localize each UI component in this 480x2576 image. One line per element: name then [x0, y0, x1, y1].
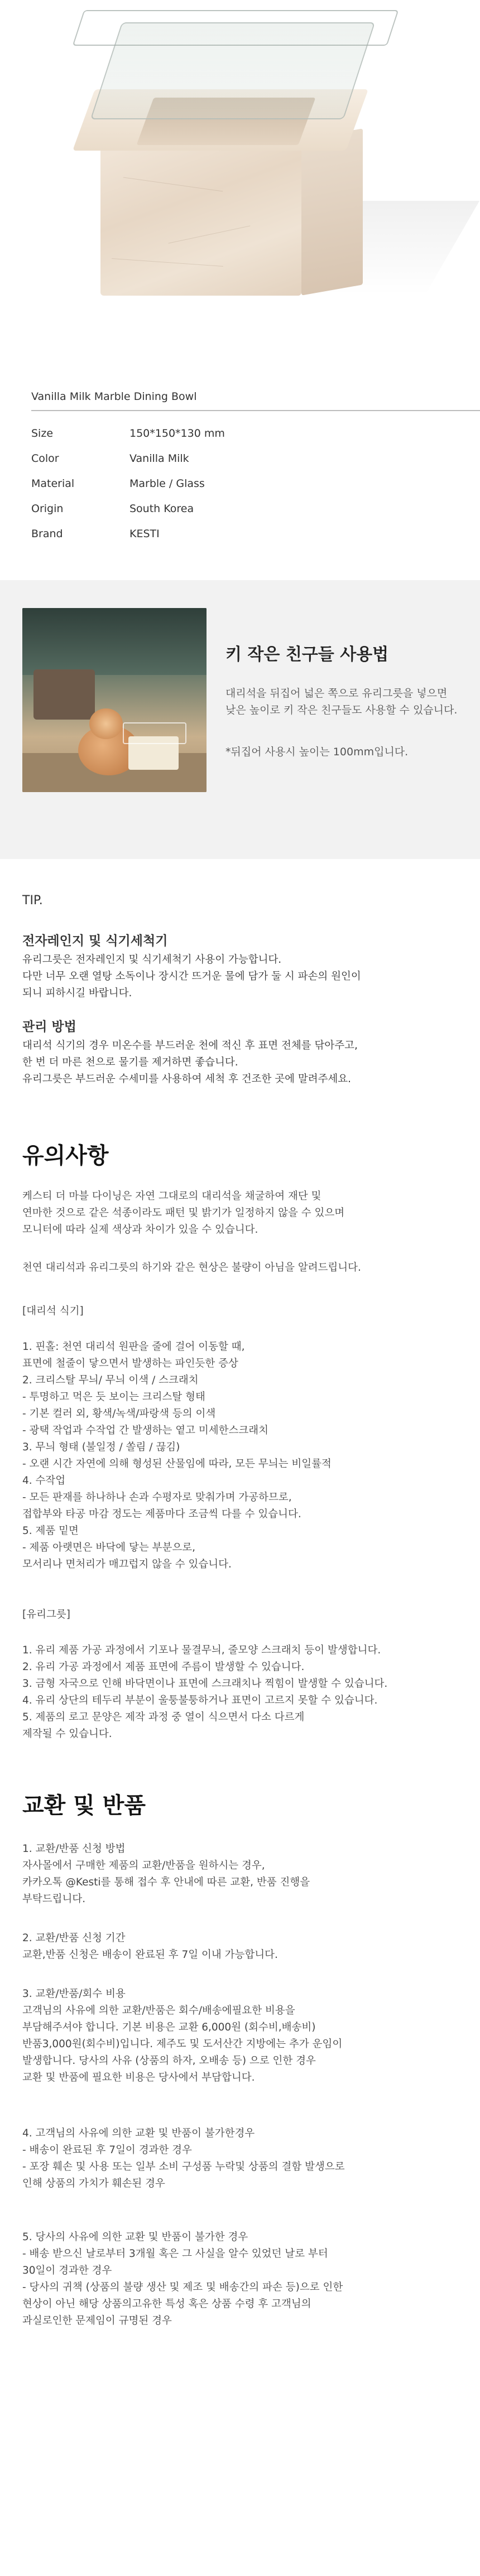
product-name: Vanilla Milk Marble Dining Bowl	[31, 390, 197, 403]
marble-label: [대리석 식기]	[22, 1305, 84, 1317]
spec-value: South Korea	[129, 503, 194, 515]
photo-window	[22, 608, 207, 675]
spec-key: Brand	[31, 528, 63, 540]
spec-value: 150*150*130 mm	[129, 427, 225, 440]
spec-row-origin	[31, 503, 194, 515]
spec-key: Material	[31, 477, 75, 490]
precautions-intro2: 천연 대리석과 유리그릇의 하기와 같은 현상은 불량이 아님을 알려드립니다.	[22, 1262, 361, 1273]
marble-block-front	[100, 139, 301, 296]
precautions-title: 유의사항	[22, 1143, 109, 1169]
spec-value: Marble / Glass	[129, 477, 205, 490]
spec-row-brand	[31, 528, 160, 540]
exchange-p4: 4. 고객님의 사유에 의한 교환 및 반품이 불가한경우 - 배송이 완료된 후 7일이 경과한 경우 - 포장 훼손 및 사용 또는 일부 소비 구성품 누락및 상품의 결함 발생으로 인해 상품의 가치가 훼손된 경우	[22, 2128, 345, 2189]
spec-key: Color	[31, 452, 59, 465]
marble-block-side	[301, 128, 363, 295]
small-friend-note: *뒤집어 사용시 높이는 100mm입니다.	[225, 746, 409, 758]
exchange-p2: 2. 교환/반품 신청 기간 교환,반품 신청은 배송이 완료된 후 7일 이내 가능합니다.	[22, 1932, 278, 1961]
tip-line: 대리석 식기의 경우 미온수를 부드러운 천에 적신 후 표면 전체를 닦아주고,	[22, 1040, 358, 1051]
spec-divider	[31, 410, 480, 411]
spec-row-color	[31, 452, 189, 465]
glass-label: [유리그릇]	[22, 1609, 70, 1620]
glass-bowl-rim	[73, 10, 399, 46]
spec-row-material	[31, 477, 205, 490]
cat-usage-photo	[22, 608, 207, 792]
tip-heading-care: 관리 방법	[22, 1020, 76, 1034]
photo-bowl-glass	[123, 722, 186, 744]
tip-label: TIP.	[22, 894, 43, 908]
tip-heading-microwave: 전자레인지 및 식기세척기	[22, 934, 168, 948]
exchange-p3: 3. 교환/반품/회수 비용 고객님의 사유에 의한 교환/반품은 회수/배송에필요한 비용을 부담해주셔야 합니다. 기본 비용은 교환 6,000원 (회수비,배송비) 반품3,000원(회수비)입니다. 제주도 및 도서산간 지방에는 추가 운임이 발생합니다. 당사의 사유 (상품의 하자, 오배송 등) 으로 인한 경우 교환 및 반품에 필요한 비용은 당사에서 부담합니다.	[22, 1988, 343, 2083]
spec-row-size	[31, 427, 225, 440]
small-friend-title: 키 작은 친구들 사용법	[225, 645, 389, 664]
tip-line: 다만 너무 오랜 열탕 소독이나 장시간 뜨거운 물에 담가 둘 시 파손의 원인이	[22, 971, 361, 982]
tip-line: 유리그릇은 전자레인지 및 식기세척기 사용이 가능합니다.	[22, 954, 282, 966]
exchange-p5: 5. 당사의 사유에 의한 교환 및 반품이 불가한 경우 - 배송 받으신 날로부터 3개월 혹은 그 사실을 알수 있었던 날로 부터 30일이 경과한 경우 - 당사의 귀책 (상품의 불량 생산 및 제조 및 배송간의 파손 등)으로 인한 현상이 아닌 해당 상품의고유한 특성 혹은 상품 수령 후 고객님의 과실로인한 문제임이 규명된 경우	[22, 2231, 343, 2327]
product-hero-image	[0, 0, 480, 346]
small-friend-body: 대리석을 뒤집어 넓은 쪽으로 유리그릇을 넣으면 낮은 높이로 키 작은 친구들도 사용할 수 있습니다.	[225, 687, 458, 716]
spec-value: Vanilla Milk	[129, 452, 189, 465]
glass-items: 1. 유리 제품 가공 과정에서 기포나 물결무늬, 줄모양 스크래치 등이 발생합니다. 2. 유리 가공 과정에서 제품 표면에 주름이 발생할 수 있습니다. 3. 금형 자국으로 인해 바닥면이나 표면에 스크래치나 찍힘이 발생할 수 있습니다. 4. 유리 상단의 테두리 부분이 울퉁불퉁하거나 표면이 고르지 못할 수 있습니다. 5. 제품의 로고 문양은 제작 과정 중 열이 식으면서 다소 다르게 제작될 수 있습니다.	[22, 1644, 388, 1740]
cat-head	[89, 708, 123, 739]
tip-line: 한 번 더 마른 천으로 물기를 제거하면 좋습니다.	[22, 1057, 238, 1068]
spec-value: KESTI	[129, 528, 160, 540]
marble-items: 1. 핀홀: 천연 대리석 원판을 줄에 걸어 이동할 때, 표면에 철줄이 닿으면서 발생하는 파인듯한 증상 2. 크리스탈 무늬/ 무늬 이색 / 스크래치 - 투명하고 먹은 듯 보이는 크리스탈 형태 - 기본 컬러 외, 황색/녹색/파랑색 등의 이색 - 광택 작업과 수작업 간 발생하는 옅고 미세한스크래치 3. 무늬 형태 (불일정 / 쏠림 / 끊김) - 오랜 시간 자연에 의해 형성된 산물임에 따라, 모든 무늬는 비일률적 4. 수작업 - 모든 판재를 하나하나 손과 수평자로 맞춰가며 가공하므로, 접합부와 타공 마감 정도는 제품마다 조금씩 다를 수 있습니다. 5. 제품 밑면 - 제품 아랫면은 바닥에 닿는 부분으로, 모서리나 면처리가 매끄럽지 않을 수 있습니다.	[22, 1341, 332, 1570]
exchange-title: 교환 및 반품	[22, 1793, 146, 1818]
exchange-p1: 1. 교환/반품 신청 방법 자사몰에서 구매한 제품의 교환/반품을 원하시는 경우, 카카오톡 @Kesti를 통해 접수 후 안내에 따른 교환, 반품 진행을 부탁드립니다.	[22, 1843, 310, 1905]
precautions-intro: 케스티 더 마블 다이닝은 자연 그대로의 대리석을 채굴하여 재단 및 연마한 것으로 같은 석종이라도 패턴 및 밝기가 일정하지 않을 수 있으며 모니터에 따라 실제 색상과 차이가 있을 수 있습니다.	[22, 1190, 345, 1236]
spec-key: Origin	[31, 503, 64, 515]
tip-line: 되니 피하시길 바랍니다.	[22, 987, 132, 999]
tip-line: 유리그릇은 부드러운 수세미를 사용하여 세척 후 건조한 곳에 말려주세요.	[22, 1073, 352, 1085]
photo-chair	[33, 669, 95, 720]
spec-key: Size	[31, 427, 54, 440]
